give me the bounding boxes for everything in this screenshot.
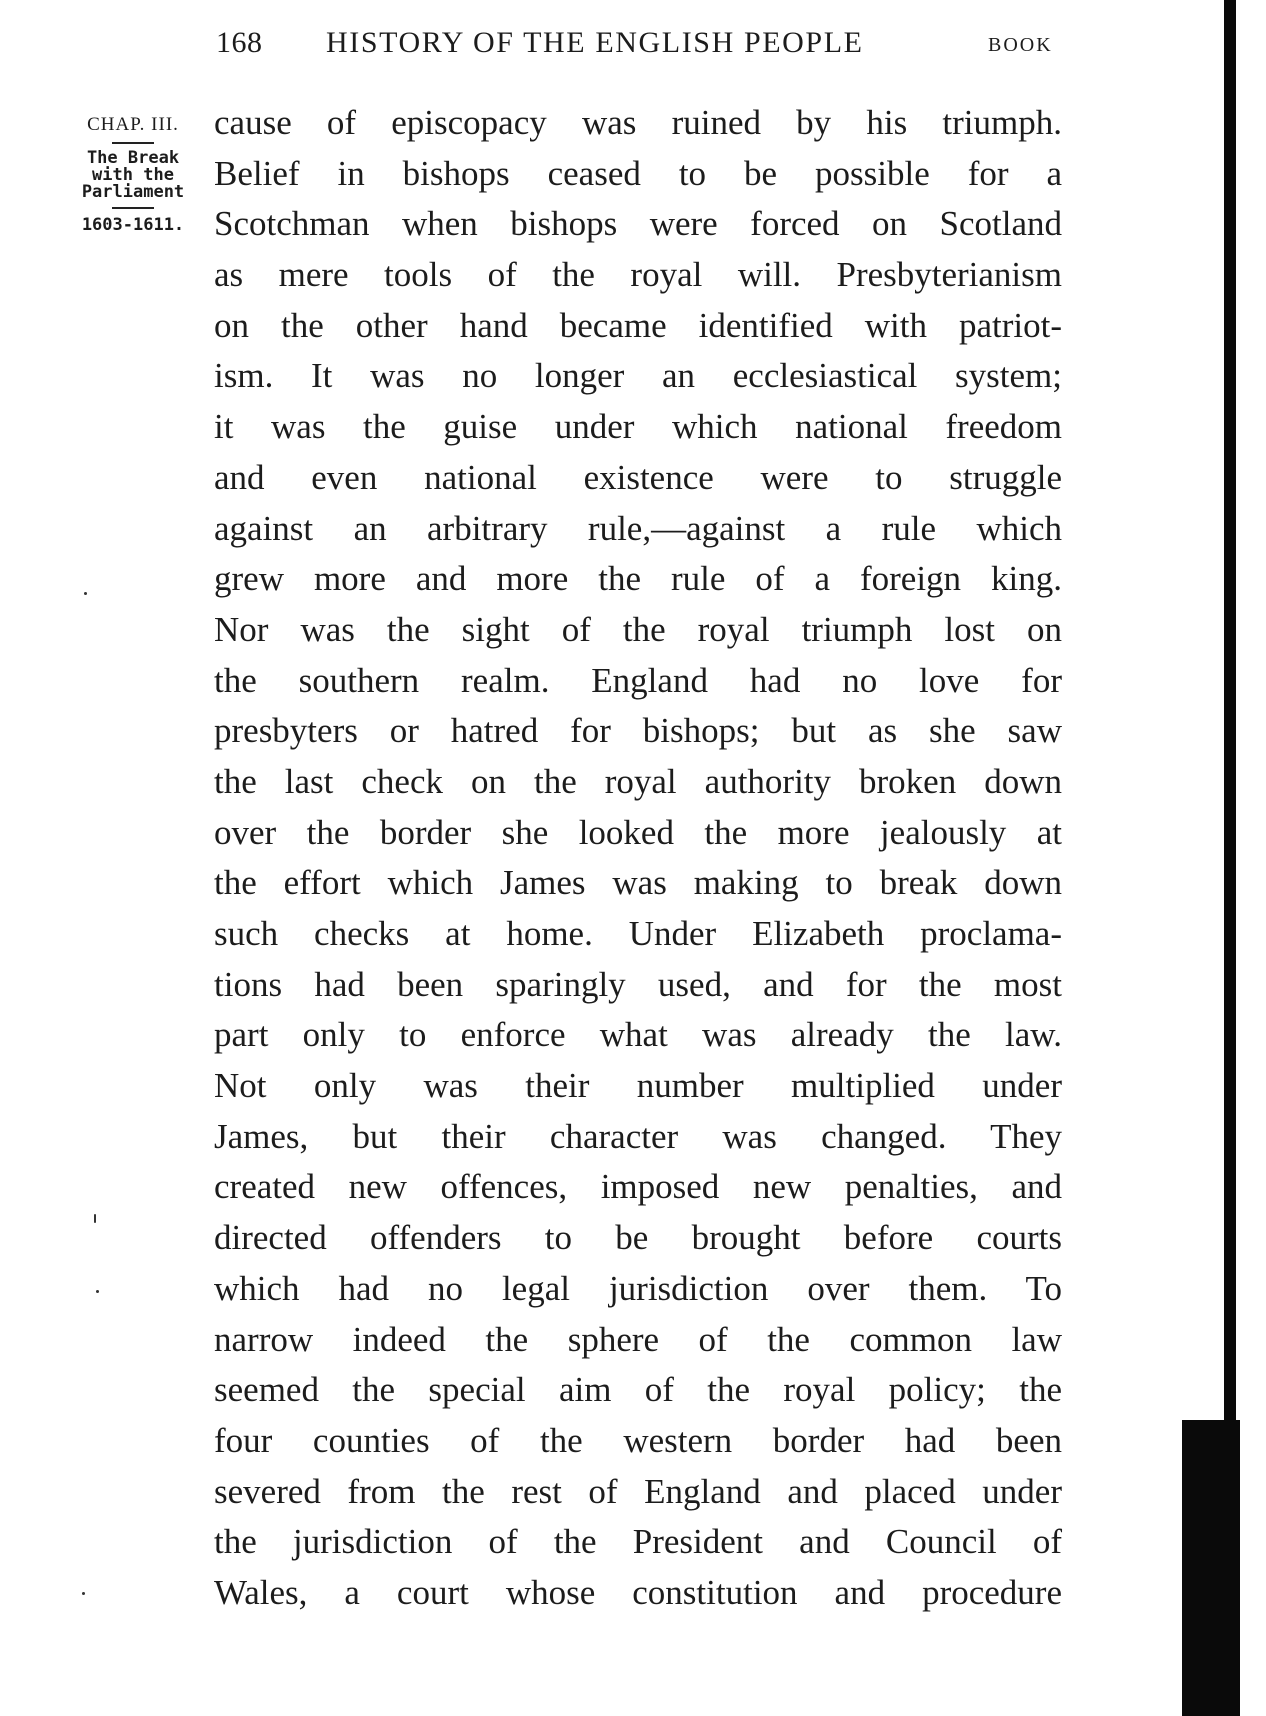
scan-speck (94, 1214, 96, 1223)
text-line: Belief in bishops ceased to be possible for a (214, 153, 1062, 193)
text-line: created new offences, imposed new penalties, and (214, 1167, 1062, 1207)
text-line: seemed the special aim of the royal policy; the (214, 1370, 1062, 1410)
text-line: cause of episcopacy was ruined by his triumph. (214, 103, 1062, 142)
binding-shadow-block (1182, 1420, 1240, 1716)
scan-speck (96, 1290, 99, 1293)
date-range: 1603-1611. (81, 215, 185, 235)
scan-speck (82, 1592, 85, 1595)
text-line: on the other hand became identified with patriot- (214, 305, 1062, 345)
text-line: such checks at home. Under Elizabeth proclama- (214, 914, 1062, 953)
text-line: over the border she looked the more jealously at (214, 812, 1062, 852)
text-line: it was the guise under which national freedom (214, 407, 1062, 447)
chapter-label: CHAP. III. (87, 114, 179, 135)
book-title: HISTORY OF THE ENGLISH PEOPLE (326, 26, 864, 59)
text-line: presbyters or hatred for bishops; but as she saw (214, 711, 1062, 751)
text-line: the jurisdiction of the President and Council of (214, 1522, 1062, 1562)
text-line: Nor was the sight of the royal triumph lost on (214, 609, 1062, 649)
text-line: severed from the rest of England and placed under (214, 1471, 1062, 1511)
text-line: narrow indeed the sphere of the common law (214, 1319, 1062, 1359)
scan-speck (84, 592, 87, 595)
text-line: against an arbitrary rule,—against a rule which (214, 508, 1062, 548)
text-line: Scotchman when bishops were forced on Scotland (214, 204, 1062, 244)
text-line: which had no legal jurisdiction over them. To (214, 1268, 1062, 1308)
text-line: part only to enforce what was already the law. (214, 1015, 1062, 1055)
body-text (214, 98, 1062, 1619)
text-line: grew more and more the rule of a foreign king. (214, 559, 1062, 599)
text-line: directed offenders to be brought before courts (214, 1218, 1062, 1258)
margin-rule (112, 142, 154, 144)
topic-line: The Break (86, 148, 180, 168)
text-line: the effort which James was making to break down (214, 863, 1062, 903)
text-line: the last check on the royal authority broken down (214, 761, 1062, 801)
topic-line: Parliament (81, 182, 185, 202)
running-header (208, 22, 1058, 62)
book-label: BOOK (988, 34, 1053, 56)
text-line: ism. It was no longer an ecclesiastical system; (214, 356, 1062, 396)
text-line: four counties of the western border had been (214, 1420, 1062, 1460)
text-line: James, but their character was changed. They (214, 1116, 1062, 1156)
text-line: Wales, a court whose constitution and procedure (214, 1572, 1062, 1612)
margin-note (60, 106, 206, 235)
text-line: the southern realm. England had no love for (214, 660, 1062, 700)
text-line: Not only was their number multiplied under (214, 1066, 1062, 1106)
text-line: tions had been sparingly used, and for the most (214, 964, 1062, 1004)
page-number: 168 (216, 26, 263, 59)
text-line: as mere tools of the royal will. Presbyterianism (214, 255, 1062, 295)
margin-rule (112, 207, 154, 209)
text-line: and even national existence were to struggle (214, 457, 1062, 497)
topic-line: with the (92, 165, 174, 185)
